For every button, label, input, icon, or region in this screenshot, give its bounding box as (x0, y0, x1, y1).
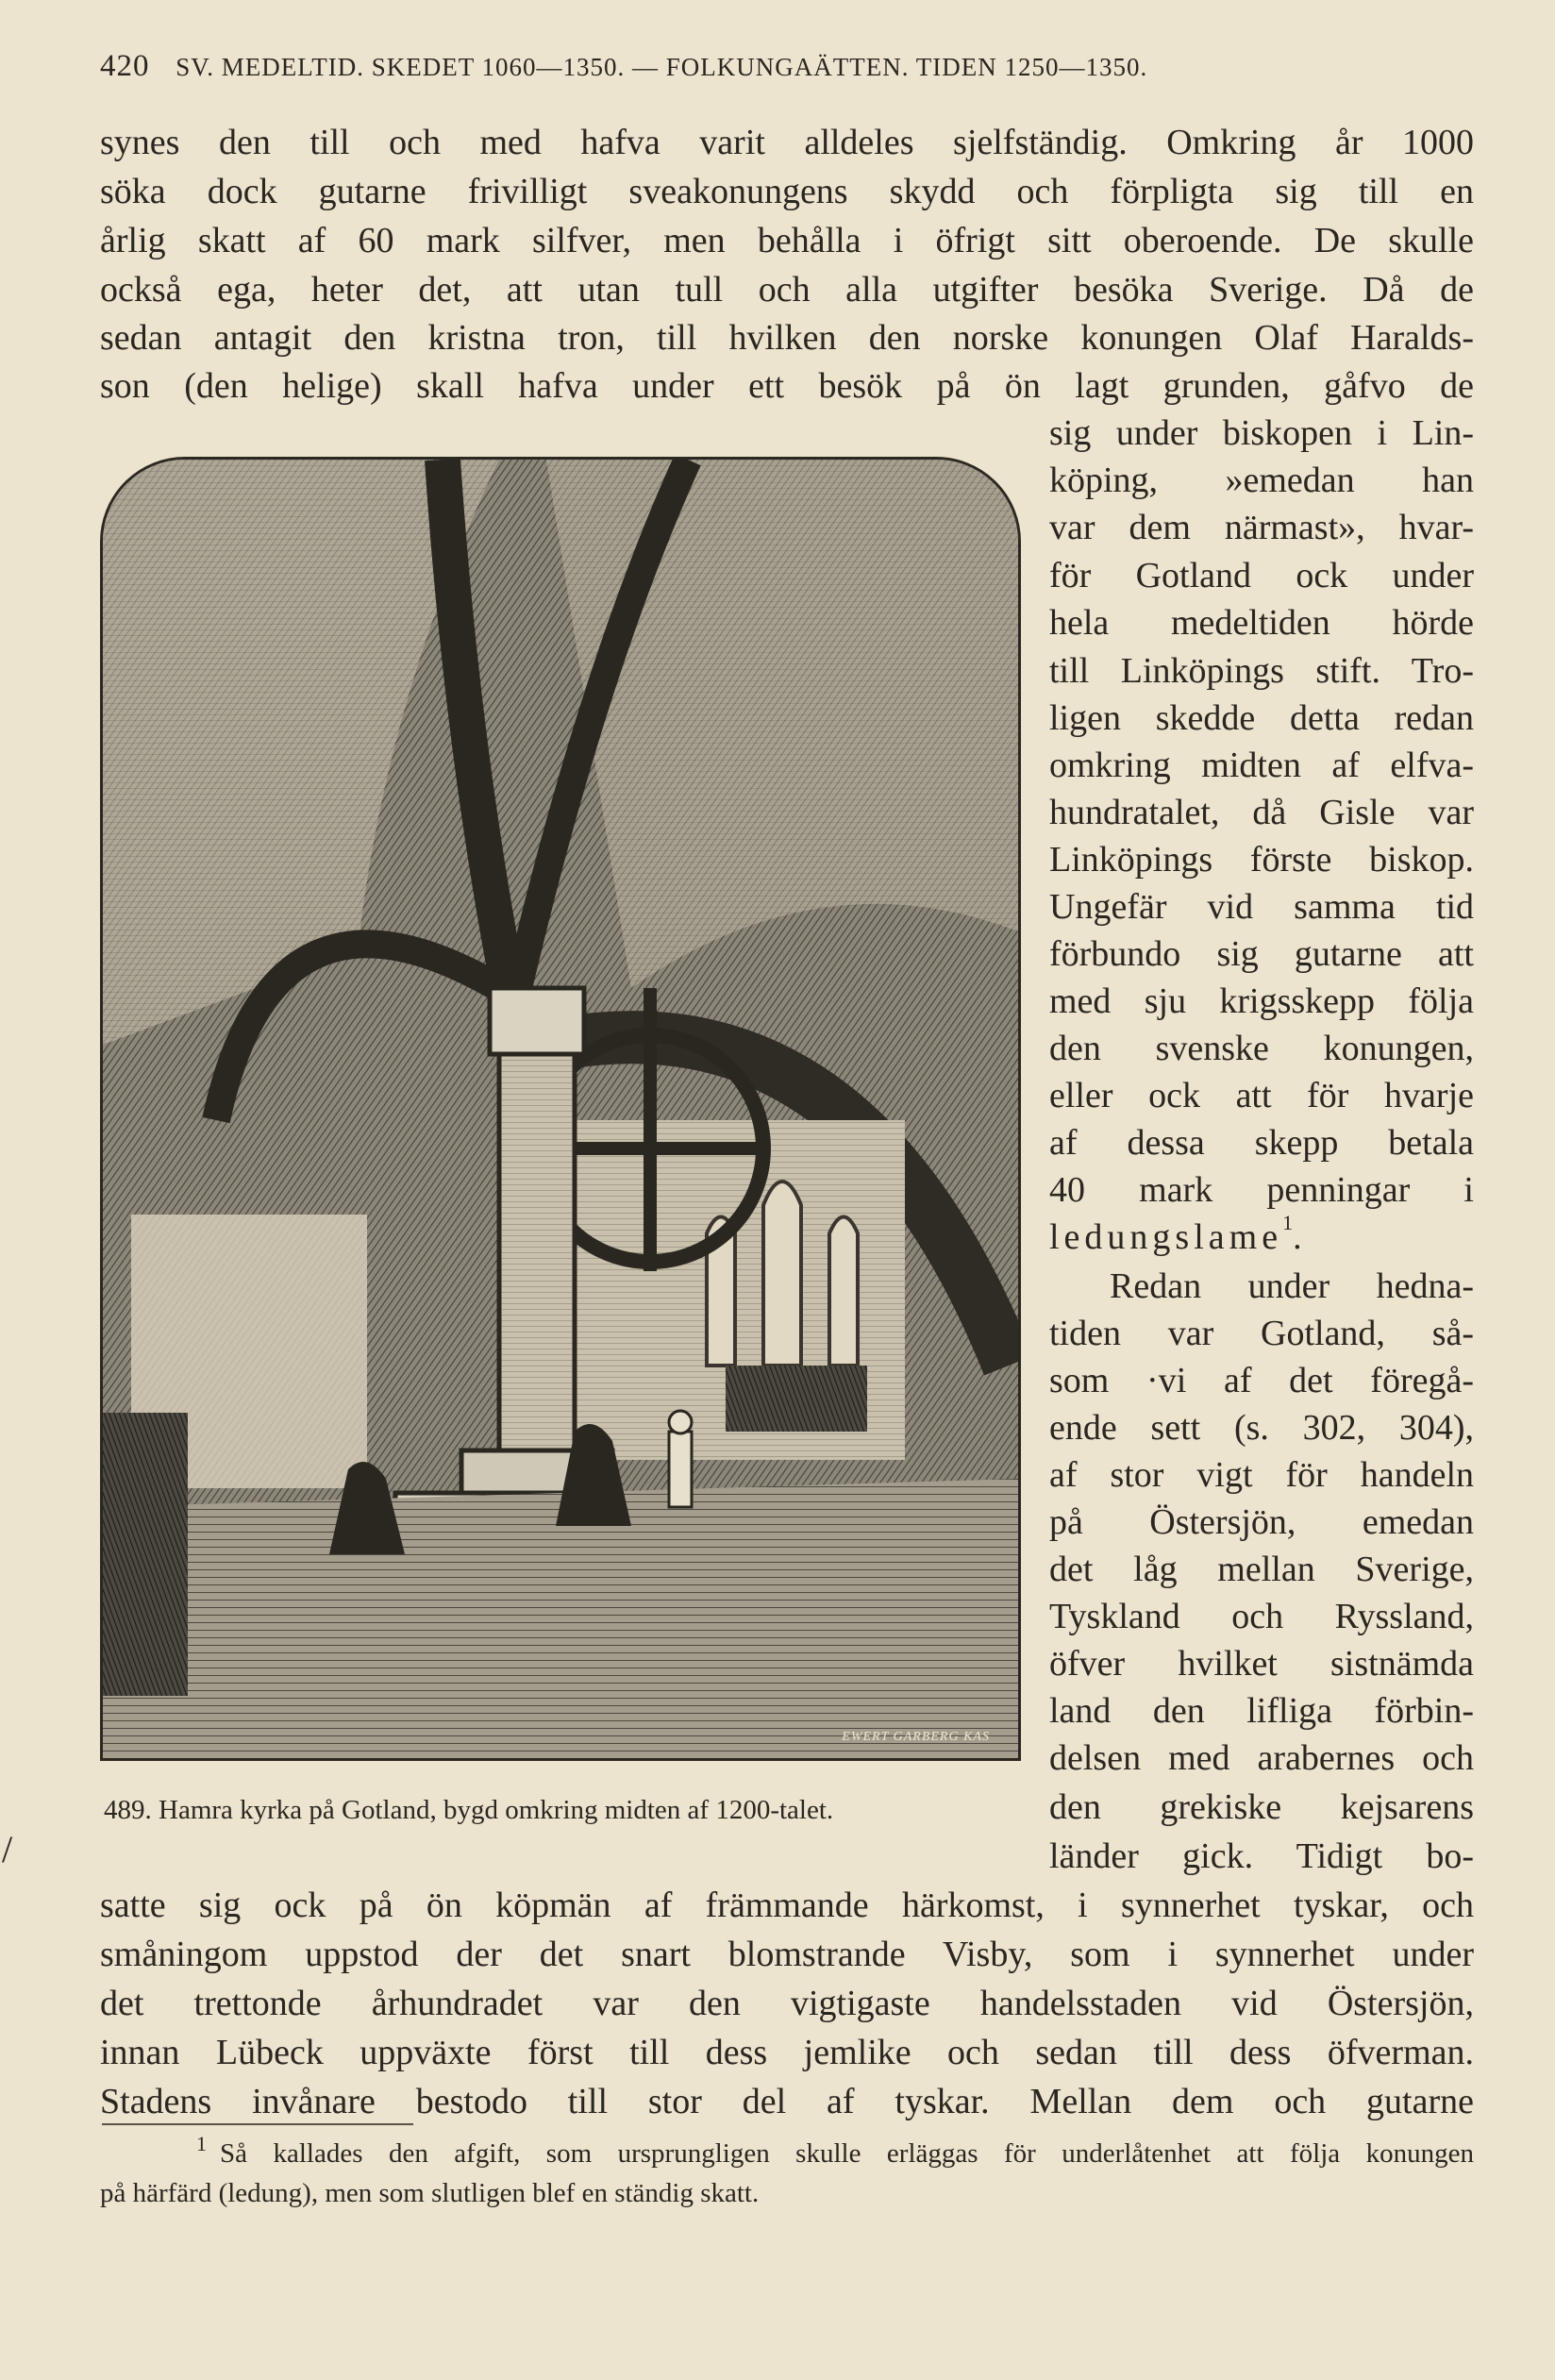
running-head (100, 49, 1487, 84)
body-line: Linköpings förste biskop. (1049, 840, 1474, 880)
body-line: för Gotland ock under (1049, 556, 1474, 595)
body-line: synes den till och med hafva varit alldeles sjelfständig. Omkring år 1000 (100, 123, 1474, 162)
page-number: 420 (100, 49, 150, 83)
body-line: förbundo sig gutarne att (1049, 934, 1474, 974)
body-line: sedan antagit den kristna tron, till hvilken den norske konungen Olaf Haralds- (100, 318, 1474, 358)
body-line: som ·vi af det föregå- (1049, 1361, 1474, 1400)
body-line: land den lifliga förbin- (1049, 1691, 1474, 1731)
body-line: eller ock att för hvarje (1049, 1076, 1474, 1115)
body-line: af stor vigt för handeln (1049, 1455, 1474, 1495)
footnote-line (100, 2135, 1474, 2172)
body-line: af dessa skepp betala (1049, 1123, 1474, 1163)
body-line: 40 mark penningar i (1049, 1170, 1474, 1210)
spaced-term: ledungslame (1049, 1217, 1283, 1257)
body-line-with-footnote-ref: ledungslame$^1$. (1049, 1214, 1474, 1261)
body-line: hundratalet, då Gisle var (1049, 793, 1474, 832)
footnote-line: på härfärd (ledung), men som slutligen blef en ständig skatt. (100, 2178, 760, 2208)
body-line: Stadens invånare bestodo till stor del af tyskar. Mellan dem och gutarne (100, 2082, 1474, 2121)
body-line: ligen skedde detta redan (1049, 698, 1474, 738)
body-line: på Östersjön, emedan (1049, 1502, 1474, 1542)
body-line: son (den helige) skall hafva under ett besök på ön lagt grunden, gåfvo de (100, 366, 1474, 406)
body-line: Tyskland och Ryssland, (1049, 1597, 1474, 1636)
body-line: ende sett (s. 302, 304), (1049, 1408, 1474, 1448)
church-interior-engraving (100, 457, 1021, 1761)
body-line: till Linköpings stift. Tro- (1049, 651, 1474, 691)
body-line: Ungefär vid samma tid (1049, 887, 1474, 927)
body-line: tiden var Gotland, så- (1049, 1314, 1474, 1353)
body-line: det trettonde århundradet var den vigtigaste handelsstaden vid Östersjön, (100, 1984, 1474, 2023)
body-line: också ega, heter det, att utan tull och alla utgifter besöka Sverige. Då de (100, 270, 1474, 310)
body-line: småningom uppstod der det snart blomstrande Visby, som i synnerhet under (100, 1935, 1474, 1974)
body-line: satte sig ock på ön köpmän af främmande härkomst, i synnerhet tyskar, och (100, 1886, 1474, 1925)
body-line: innan Lübeck uppväxte först till dess jemlike och sedan till dess öfverman. (100, 2033, 1474, 2072)
body-line: länder gick. Tidigt bo- (1049, 1836, 1474, 1876)
margin-pencil-mark: / (2, 1828, 13, 1870)
body-line: öfver hvilket sistnämda (1049, 1644, 1474, 1684)
footnote-ref[interactable]: 1 (1282, 1214, 1294, 1234)
body-line: den grekiske kejsarens (1049, 1787, 1474, 1827)
body-line: det låg mellan Sverige, (1049, 1550, 1474, 1589)
body-line: söka dock gutarne frivilligt sveakonungens skydd och förpligta sig till en (100, 172, 1474, 211)
body-line: var dem närmast», hvar- (1049, 508, 1474, 547)
engraver-signature: EWERT GARBERG KAS (842, 1730, 990, 1744)
body-line: sig under biskopen i Lin- (1049, 413, 1474, 453)
footnote-text: Så kallades den afgift, som ursprungligen skulle erläggas för underlåtenhet att följa konungen (220, 2138, 1474, 2169)
body-line: delsen med arabernes och (1049, 1738, 1474, 1778)
body-line: omkring midten af elfva- (1049, 746, 1474, 785)
footnote-marker: 1 (196, 2135, 207, 2155)
body-line: den svenske konungen, (1049, 1029, 1474, 1068)
figure-caption: 489. Hamra kyrka på Gotland, bygd omkring midten af 1200-talet. (104, 1795, 834, 1825)
engraving-drawing (103, 460, 1018, 1758)
body-line: köping, »emedan han (1049, 461, 1474, 500)
running-head-title: SV. MEDELTID. SKEDET 1060—1350. — FOLKUNGAÄTTEN. TIDEN 1250—1350. (176, 53, 1148, 81)
body-line: hela medeltiden hörde (1049, 603, 1474, 643)
body-line: med sju krigsskepp följa (1049, 981, 1474, 1021)
footnote-divider (102, 2123, 413, 2125)
body-line: årlig skatt af 60 mark silfver, men behålla i öfrigt sitt oberoende. De skulle (100, 221, 1474, 260)
paragraph-start: Redan under hedna- (1110, 1266, 1474, 1306)
